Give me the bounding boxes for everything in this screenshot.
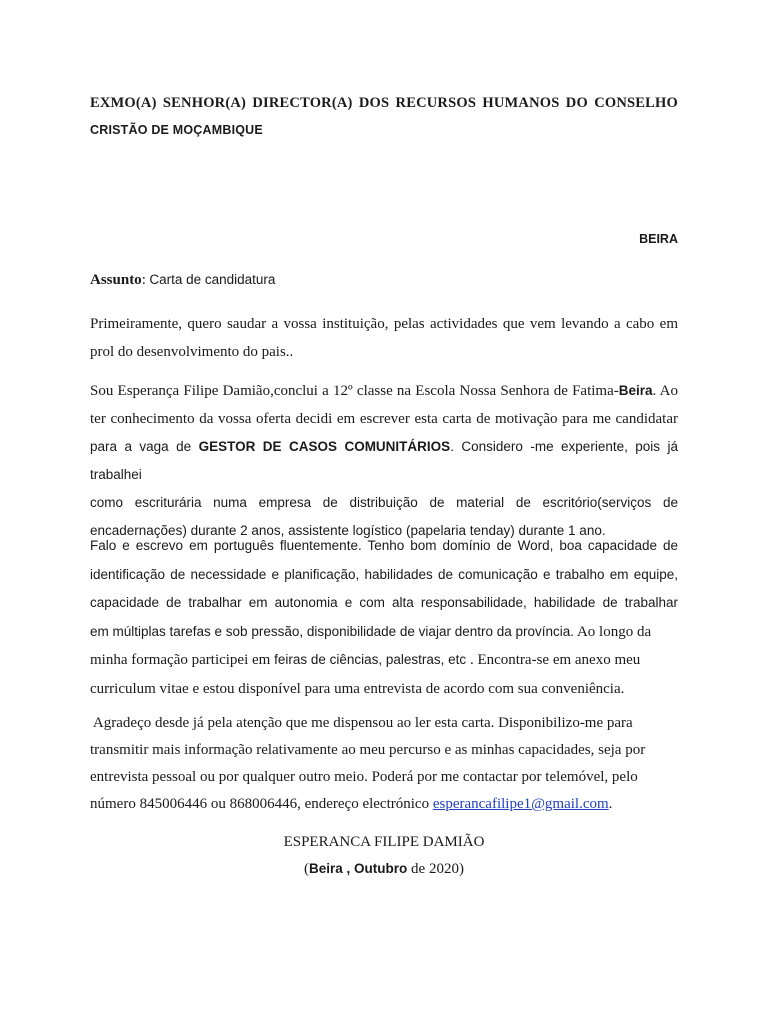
intro-line-3-start: para a vaga de [90, 439, 199, 454]
skills-line-4-text: em múltiplas tarefas e sob pressão, disponibilidade de viajar dentro da província. [90, 623, 575, 639]
job-title: GESTOR DE CASOS COMUNITÁRIOS [198, 439, 451, 454]
intro-line-1-end: . Ao [652, 383, 678, 399]
closing-line-4 [90, 791, 678, 818]
closing-line-3: entrevista pessoal ou por qualquer outro meio. Poderá por me contactar por telemóvel, pelo [90, 769, 638, 785]
phone-numbers: número 845006446 ou 868006446, endereço electrónico [90, 796, 433, 812]
paragraph-introduction [90, 377, 678, 545]
subject-label: Assunto [90, 272, 142, 288]
subject-line [90, 272, 275, 289]
paragraph-greeting: Primeiramente, quero saudar a vossa instituição, pelas actividades que vem levando a cabo em prol do desenvolvimento do pais.. [90, 316, 678, 360]
intro-line-3 [90, 433, 678, 489]
skills-line-2: identificação de necessidade e planificação, habilidades de comunicação e trabalho em equipe, [90, 566, 678, 582]
intro-line-1 [90, 377, 678, 405]
date-open-paren: ( [304, 861, 310, 877]
skills-line-6: curriculum vitae e estou disponível para uma entrevista de acordo com sua conveniência. [90, 680, 625, 697]
city-label: BEIRA [639, 232, 678, 246]
email-link[interactable]: esperancafilipe1@gmail.com [432, 796, 609, 812]
intro-city: Beira [618, 383, 653, 398]
paragraph-closing [90, 710, 678, 818]
subject-text: Carta de candidatura [149, 272, 276, 287]
paragraph-skills [90, 532, 678, 703]
skills-line-4 [90, 618, 678, 647]
closing-line-2: transmitir mais informação relativamente ao meu percurso e as minhas capacidades, seja por [90, 742, 646, 758]
letter-heading [90, 90, 678, 144]
date-place: Beira , Outubro [309, 861, 408, 876]
subject-colon: : [141, 272, 146, 288]
skills-line-4-end: Ao longo da [574, 623, 652, 640]
skills-line-5-end: . Encontra-se em anexo meu [466, 652, 641, 668]
intro-line-3-end: . Considero -me experiente, pois já trabalhei [90, 439, 678, 482]
intro-line-2: ter conhecimento da vossa oferta decidi em escrever esta carta de motivação para me candidatar [90, 411, 678, 427]
signature-date [0, 861, 768, 878]
intro-line-1-text: Sou Esperança Filipe Damião,conclui a 12º classe na Escola Nossa Senhora de Fatima- [90, 383, 619, 399]
intro-line-5: encadernações) durante 2 anos, assistente logístico (papelaria tenday) durante 1 ano. [90, 523, 606, 538]
skills-line-5-start: minha formação participei em [90, 652, 275, 668]
closing-line-1: Agradeço desde já pela atenção que me dispensou ao ler esta carta. Disponibilizo-me para [90, 715, 633, 731]
closing-period: . [608, 796, 613, 812]
events-list: feiras de ciências, palestras, etc [274, 652, 467, 667]
skills-line-1: Falo e escrevo em português fluentemente. Tenho bom domínio de Word, boa capacidade de [90, 538, 678, 553]
skills-line-3: capacidade de trabalhar em autonomia e com alta responsabilidade, habilidade de trabalhar [90, 595, 678, 610]
skills-line-5 [90, 646, 678, 675]
date-year: de 2020) [407, 861, 464, 877]
heading-line-2: CRISTÃO DE MOÇAMBIQUE [90, 123, 263, 137]
heading-line-1: EXMO(A) SENHOR(A) DIRECTOR(A) DOS RECURSOS HUMANOS DO CONSELHO [90, 95, 678, 111]
intro-line-4: como escriturária numa empresa de distribuição de material de escritório(serviços de [90, 495, 678, 510]
signature-name: ESPERANCA FILIPE DAMIÃO [283, 834, 485, 850]
